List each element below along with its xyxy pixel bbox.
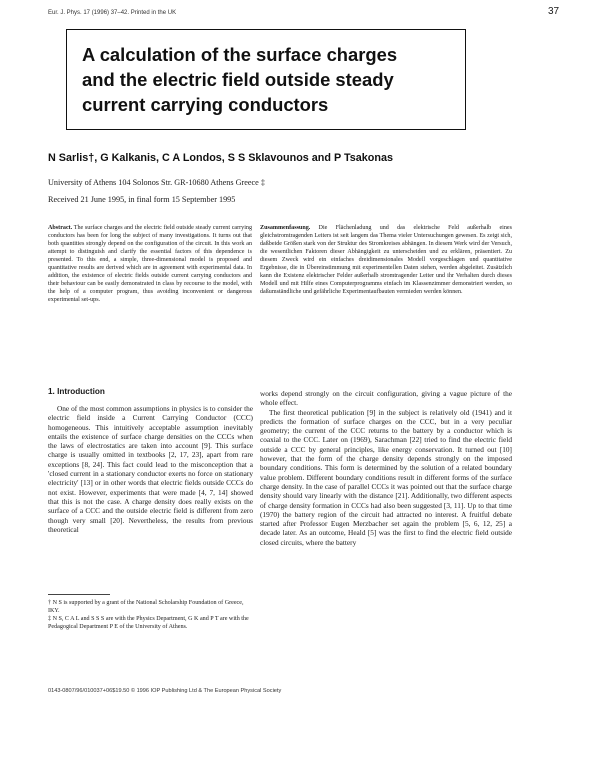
- running-head: Eur. J. Phys. 17 (1996) 37–42. Printed in the UK: [48, 10, 177, 16]
- received-dates: Received 21 June 1995, in final form 15 September 1995: [48, 195, 236, 204]
- affiliation: University of Athens 104 Solonos Str. GR-10680 Athens Greece ‡: [48, 178, 265, 187]
- zusammenfassung-text: Die Flächenladung und das elektrische Feld außerhalb eines gleichstromtragenden Leiters ist seit langem das Thema vieler Untersuchungen gewesen. Es zeigt sich, daßbeide Größen stark von der Struktur des Stromkreises abhängen. In diesem Werk wird der Versuch, die wesentlichen Faktoren dieser Abhängigkeit zu unterscheiden und zu erklären, präsentiert. Zu diesem Zweck wird ein einfaches dreidimensionales Modell vorgeschlagen und quantitative Ergebnisse, die in Übereinstimmung mit experimentellen Daten stehen, werden abgeleitet. Zusätzlich kann die Existenz elektrischer Felder außerhalb stromtragender Leiter und ihr Verhalten durch dieses Modell und mit Hilfe eines Computerprogramms einfach im Klassenzimmer demonstriert werden, so daßumständliche und gefährliche Experimentaufbauten vermieden werden können.: [260, 225, 512, 296]
- body-paragraph: works depend strongly on the circuit configuration, giving a vague picture of the whole effect.: [260, 389, 512, 408]
- page-number: 37: [548, 6, 560, 17]
- body-column-right: [260, 389, 512, 547]
- footnote: ‡ N S, C A L and S S S are with the Physics Department, G K and P T are with the Pedagogical Department P E of the University of Athens.: [48, 616, 249, 631]
- paper-title: [82, 42, 454, 117]
- body-paragraph: One of the most common assumptions in physics is to consider the electric field inside a Current Carrying Conductor (CCC) homogeneous. This intuitively acceptable assumption inevitably entails the existence of surface charge densities on the CCCs when the laws of electrostatics are taken into account [9]. This surface charge is usually omitted in textbooks [2, 17, 23], apart from rare exceptions [8, 24]. This fact could lead to the misconception that a 'closed current in a stationary conductor exerts no force on stationary electricity' [13] or in other words that electric fields outside CCCs do not exist. However, experiments that were made [4, 7, 14] showed that this is not the case. A charge density does really exists on the surface of a CCC and the outside electric field is different from zero though very small [20]. Nevertheless, the results from previous theoretical: [48, 404, 253, 534]
- section-heading: 1. Introduction: [48, 387, 105, 396]
- zusammenfassung-label: Zusammenfassung.: [260, 225, 311, 231]
- abstract: [48, 224, 252, 304]
- title-line: A calculation of the surface charges: [82, 44, 398, 65]
- footnotes: [48, 599, 253, 631]
- footnote: † N S is supported by a grant of the National Scholarship Foundation of Greece, IKY.: [48, 600, 244, 615]
- title-line: current carrying conductors: [82, 94, 329, 115]
- body-column-left: [48, 404, 253, 534]
- abstract-label: Abstract.: [48, 225, 73, 231]
- footnote-divider: [48, 594, 110, 595]
- copyright-line: 0143-0807/96/010037+06$19.50 © 1996 IOP Publishing Ltd & The European Physical Society: [48, 688, 282, 694]
- title-box: [66, 29, 466, 130]
- title-line: and the electric field outside steady: [82, 69, 394, 90]
- zusammenfassung: [260, 224, 512, 296]
- abstract-text: The surface charges and the electric field outside steady current carrying conductors has been for long the subject of many investigations. It turns out that both quantities strongly depend on the configuration of the circuit. In this work an attempt to distinguish and clarify the essential factors of this dependence is presented. To this end, a simple, three-dimensional model is proposed and quantitative results are derived which are in agreement with experimental data. In addition, the existence of electric fields outside current carrying conductors and their behaviour can be easily demonstrated in class by recourse to the model, with the help of a computer program, thus avoiding inconvenient or dangerous experimental set-ups.: [48, 225, 252, 304]
- author-list: N Sarlis†, G Kalkanis, C A Londos, S S Sklavounos and P Tsakonas: [48, 152, 394, 164]
- body-paragraph: The first theoretical publication [9] in the subject is relatively old (1941) and it predicts the formation of surface charges on the CCC, but in a very peculiar geometry; the current of the CCC returns to the battery by a conductor which is coaxial to the CCC. Later on (1969), Sarachman [22] tried to find the electric field outside a CCC by general principles, like energy conservation. It turned out [10] however, that the form of the charge density depends strongly on the imposed boundary conditions. This form is determined by the solution of a related boundary value problem. Different boundary conditions result in different forms of the surface charge density. In the case of parallel CCCs it was pointed out that the surface charge density should vary linearly with the distance [21]. Additionally, two different aspects of charge density formation in CCCs had also been suggested [3, 11]. Up to that time (1970) the battery region of the circuit had attracted no interest. A fruitful debate started after Professor Eugen Merzbacher set again the problem [5, 6, 12, 25] a decade later. As an outcome, Heald [5] was the first to find the electric field outside closed circuits, where the battery: [260, 407, 512, 547]
